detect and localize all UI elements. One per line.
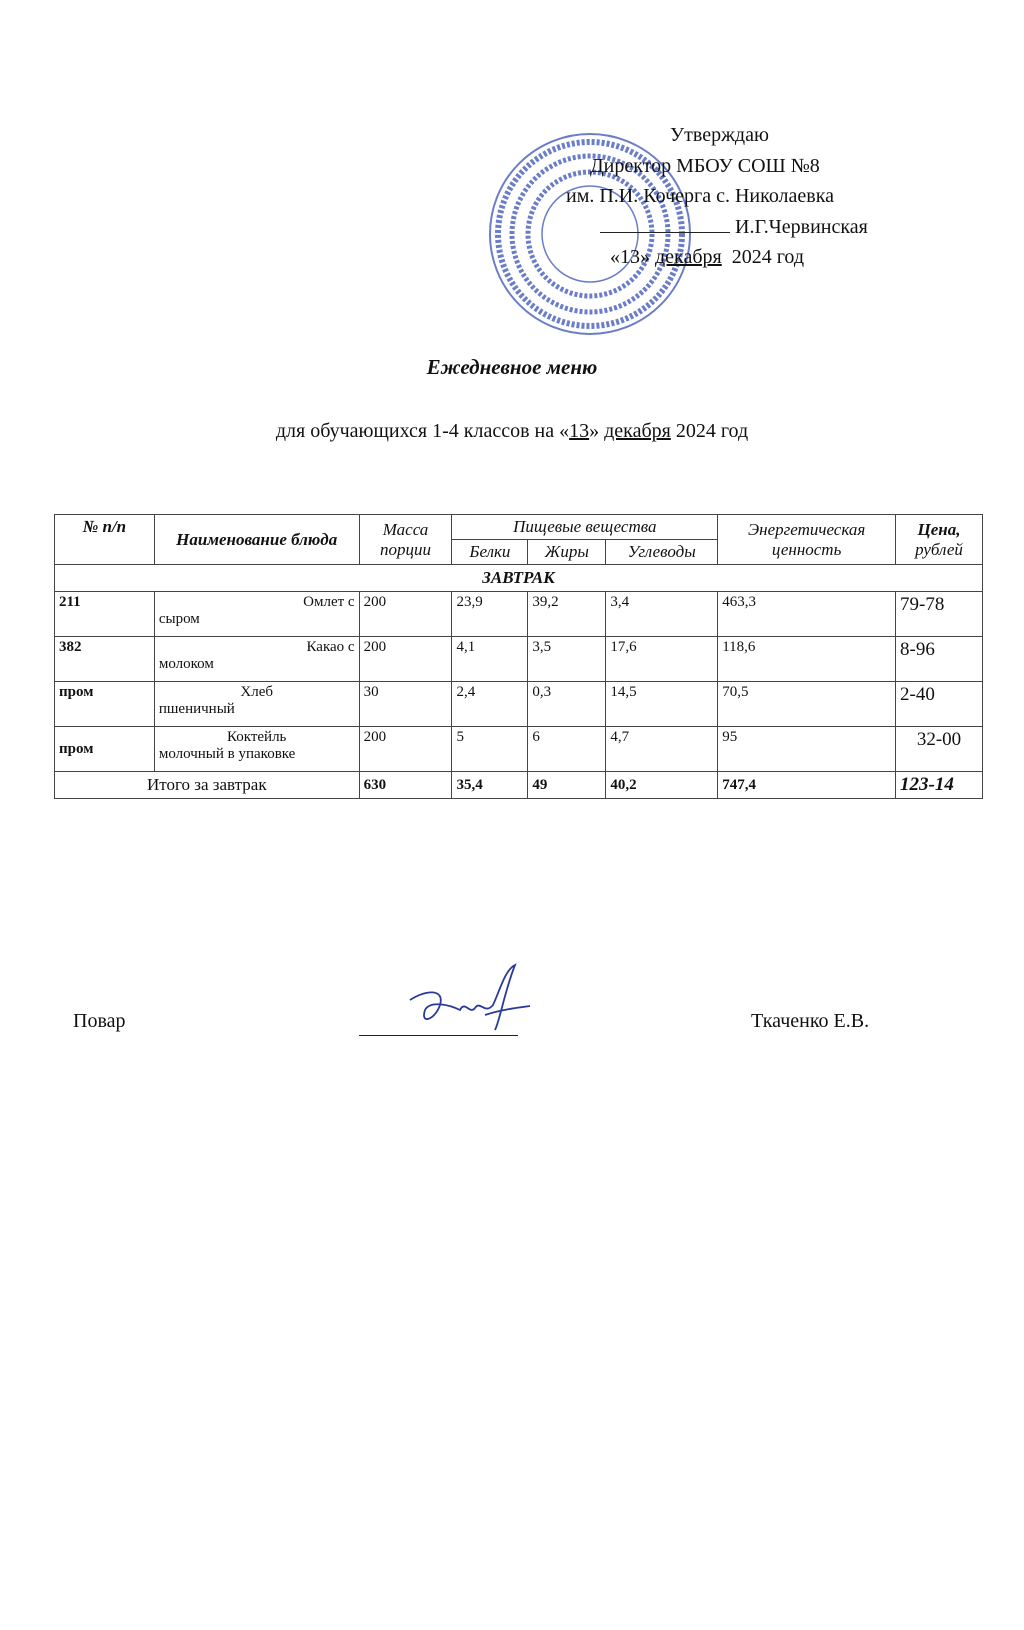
document-subtitle: для обучающихся 1-4 классов на «13» декабря 2024 год: [275, 420, 749, 442]
total-row: Итого за завтрак 630 35,4 49 40,2 747,4 123-14: [55, 772, 983, 799]
header-energy: Энергетическая ценность: [718, 515, 896, 565]
header-name: Наименование блюда: [154, 515, 359, 565]
approval-heading: Утверждаю: [670, 124, 769, 146]
cook-name: Ткаченко Е.В.: [751, 1010, 870, 1032]
approval-date: [560, 242, 920, 273]
menu-table: [54, 514, 983, 799]
header-price: Цена, рублей: [896, 515, 983, 565]
table-row: 211 Омлет с сыром 200 23,9 39,2 3,4 463,3 79-78: [55, 592, 983, 637]
table-row: пром Хлеб пшеничный 30 2,4 0,3 14,5 70,5 2-40: [55, 682, 983, 727]
table-row: пром Коктейль молочный в упаковке 200 5 6 4,7 95 32-00: [55, 727, 983, 772]
approval-year: 2024 год: [731, 246, 805, 268]
approval-signature-row: [560, 212, 920, 243]
approval-day: «13»: [610, 246, 650, 268]
cook-signature: [405, 960, 535, 1040]
header-carbs: Углеводы: [606, 540, 718, 565]
approval-block: [560, 120, 920, 273]
header-num: № п/п: [55, 515, 155, 565]
header-mass: Масса порции: [359, 515, 452, 565]
header-fat: Жиры: [528, 540, 606, 565]
approval-school: им. П.И. Кочерга с. Николаевка: [566, 185, 835, 207]
header-nutrients: Пищевые вещества: [452, 515, 718, 540]
header-protein: Белки: [452, 540, 528, 565]
approval-signature-line: [600, 232, 730, 233]
table-row: 382 Какао с молоком 200 4,1 3,5 17,6 118,6 8-96: [55, 637, 983, 682]
approval-position: Директор МБОУ СОШ №8: [590, 154, 820, 177]
cook-role: Повар: [73, 1010, 126, 1032]
document-title: Ежедневное меню: [426, 355, 598, 379]
approval-signer: И.Г.Червинская: [735, 215, 868, 238]
approval-month: декабря: [655, 246, 722, 268]
section-breakfast: ЗАВТРАК: [55, 565, 983, 592]
